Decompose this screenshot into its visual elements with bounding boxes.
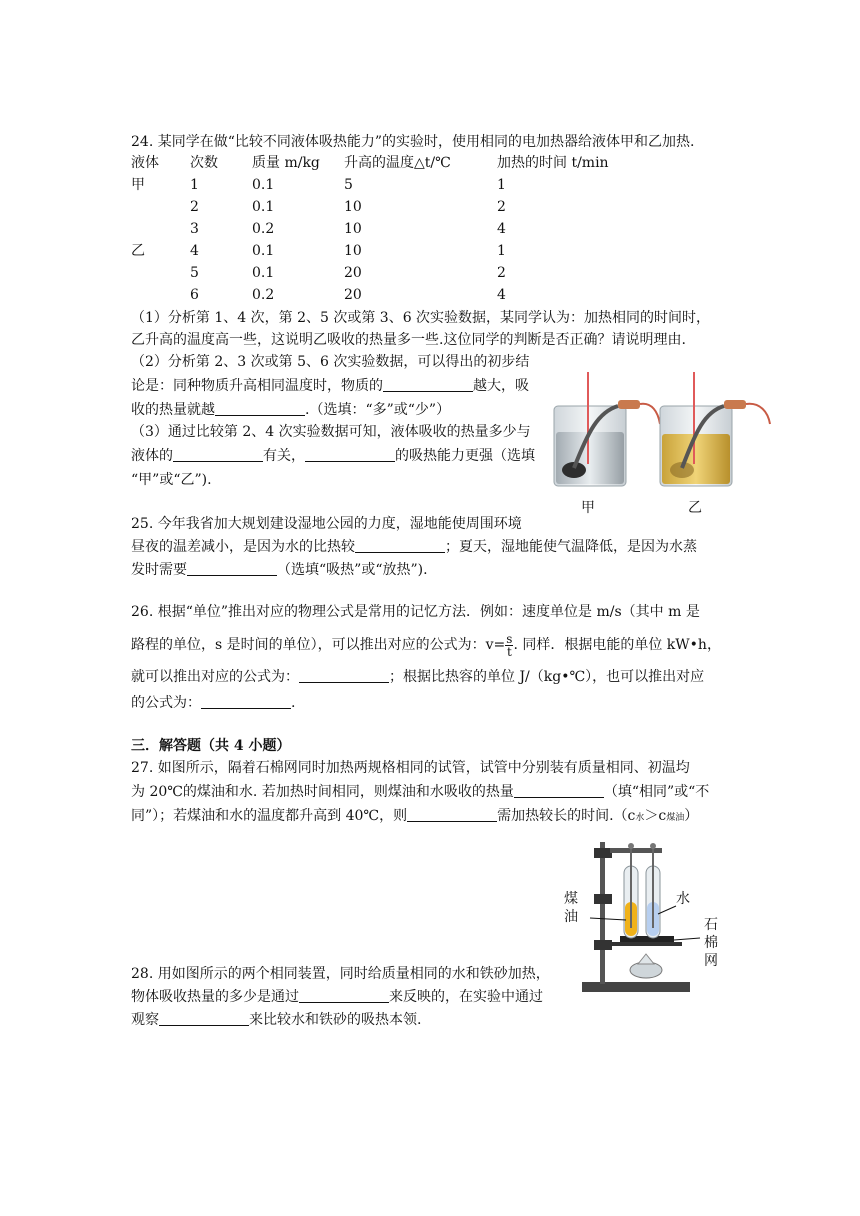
answer-blank[interactable]: [173, 447, 263, 462]
answer-blank[interactable]: [383, 377, 473, 392]
text: 来比较水和铁砂的吸热本领.: [249, 1012, 422, 1028]
table-header-temp-rise: 升高的温度△t/℃: [344, 155, 451, 171]
table-cell: 0.1: [252, 177, 275, 193]
text: ＞c: [644, 808, 667, 824]
answer-blank[interactable]: [215, 401, 305, 416]
table-cell: 1: [190, 177, 199, 193]
q26-line4: [131, 693, 295, 713]
text: 来反映的，在实验中通过: [389, 989, 543, 1005]
text: .: [291, 695, 296, 711]
table-cell: 0.1: [252, 265, 275, 281]
table-header-trial: 次数: [190, 155, 218, 171]
table-cell: 0.2: [252, 287, 275, 303]
figure-label-jia: 甲: [581, 500, 595, 516]
q24-intro: 24. 某同学在做“比较不同液体吸热能力”的实验时，使用相同的电加热器给液体甲和乙加热.: [131, 134, 695, 150]
table-cell: 0.2: [252, 221, 275, 237]
table-cell: 甲: [131, 177, 145, 193]
section-3-title: 三．解答题（共 4 小题）: [131, 738, 291, 754]
subscript-water: 水: [635, 813, 645, 823]
text: 同”）；若煤油和水的温度都升高到 40℃，则: [131, 808, 408, 824]
figure-label-asbestos-net: 石 棉 网: [704, 917, 718, 969]
q24-p3-line2: [131, 446, 535, 466]
text: 的公式为：: [131, 695, 201, 711]
q26-line2: [131, 630, 721, 660]
text: 就可以推出对应的公式为：: [131, 669, 299, 685]
q28-line3: [131, 1010, 421, 1030]
text: 为 20℃的煤油和水. 若加热时间相同，则煤油和水吸收的热量: [131, 784, 514, 800]
q24-p1-line1: （1）分析第 1、4 次，第 2、5 次或第 3、6 次实验数据，某同学认为：加热相同的时间时，: [131, 310, 711, 326]
q27-line2: [131, 782, 709, 802]
text: 观察: [131, 1012, 159, 1028]
beakers-figure: [548, 372, 776, 520]
table-cell: 20: [344, 265, 362, 281]
text: 需加热较长的时间.（c: [497, 808, 636, 824]
q25-line3: [131, 560, 428, 580]
table-cell: 4: [497, 221, 506, 237]
q25-line2: [131, 537, 697, 557]
text: （选填“吸热”或“放热”).: [277, 562, 428, 578]
q27-line1: 27. 如图所示，隔着石棉网同时加热两规格相同的试管，试管中分别装有质量相同、初温均: [131, 760, 690, 776]
answer-blank[interactable]: [299, 668, 389, 683]
answer-blank[interactable]: [187, 561, 277, 576]
text: 物体吸收热量的多少是通过: [131, 989, 299, 1005]
text: 液体的: [131, 448, 173, 464]
text: 昼夜的温差减小，是因为水的比热较: [131, 539, 355, 555]
table-cell: 0.1: [252, 199, 275, 215]
figure-label-yi: 乙: [688, 500, 702, 516]
q24-p3-line3: “甲”或“乙”).: [131, 472, 212, 488]
table-cell: 4: [190, 243, 199, 259]
table-cell: 5: [344, 177, 353, 193]
table-cell: 3: [190, 221, 199, 237]
text: .（选填：“多”或“少”）: [305, 402, 451, 418]
table-cell: 6: [190, 287, 199, 303]
table-header-heating-time: 加热的时间 t/min: [497, 155, 609, 171]
table-cell: 2: [497, 199, 506, 215]
text: ）: [684, 808, 699, 824]
table-cell: 5: [190, 265, 199, 281]
q28-line1: 28. 用如图所示的两个相同装置，同时给质量相同的水和铁砂加热，: [131, 966, 550, 982]
q26-line3: [131, 667, 704, 687]
fraction-denominator: t: [506, 644, 512, 659]
table-cell: 10: [344, 243, 362, 259]
text: 论是：同种物质升高相同温度时，物质的: [131, 378, 383, 394]
table-cell: 1: [497, 243, 506, 259]
figure-label-water: 水: [676, 891, 690, 907]
q24-p2-line2: [131, 376, 529, 396]
answer-blank[interactable]: [201, 694, 291, 709]
answer-blank[interactable]: [299, 988, 389, 1003]
table-cell: 10: [344, 221, 362, 237]
text: . 同样．根据电能的单位 kW•h，: [513, 637, 721, 653]
text: （填“相同”或“不: [603, 784, 710, 800]
answer-blank[interactable]: [305, 447, 395, 462]
q28-line2: [131, 987, 543, 1007]
answer-blank[interactable]: [514, 783, 604, 798]
q24-p1-line2: 乙升高的温度高一些，这说明乙吸收的热量多一些.这位同学的判断是否正确？请说明理由.: [131, 332, 686, 348]
table-cell: 20: [344, 287, 362, 303]
text: 发时需要: [131, 562, 187, 578]
q24-p2-line3: [131, 400, 450, 420]
table-cell: 10: [344, 199, 362, 215]
table-cell: 2: [190, 199, 199, 215]
subscript-kerosene: 煤油: [666, 813, 685, 823]
text: 收的热量就越: [131, 402, 215, 418]
table-cell: 0.1: [252, 243, 275, 259]
fraction-numerator: s: [506, 631, 513, 646]
table-cell: 1: [497, 177, 506, 193]
q27-line3: [131, 806, 698, 828]
text: 越大，吸: [473, 378, 529, 394]
answer-blank[interactable]: [407, 807, 497, 822]
table-cell: 4: [497, 287, 506, 303]
text: ；夏天，湿地能使气温降低，是因为水蒸: [445, 539, 697, 555]
text: 的吸热能力更强（选填: [395, 448, 535, 464]
q25-line1: 25. 今年我省加大规划建设湿地公园的力度，湿地能使周围环境: [131, 516, 522, 532]
answer-blank[interactable]: [159, 1011, 249, 1026]
q24-p3-line1: （3）通过比较第 2、4 次实验数据可知，液体吸收的热量多少与: [131, 424, 531, 440]
q24-p2-line1: （2）分析第 2、3 次或第 5、6 次实验数据，可以得出的初步结: [131, 354, 530, 370]
table-header-mass: 质量 m/kg: [252, 155, 320, 171]
text: 路程的单位，s 是时间的单位），可以推出对应的公式为：v=: [131, 637, 506, 653]
figure-label-kerosene: 煤 油: [564, 891, 578, 925]
table-cell: 乙: [131, 243, 145, 259]
q26-line1: 26. 根据“单位”推出对应的物理公式是常用的记忆方法．例如：速度单位是 m/s（其中 m 是: [131, 604, 700, 620]
text: 有关，: [263, 448, 305, 464]
table-cell: 2: [497, 265, 506, 281]
answer-blank[interactable]: [355, 538, 445, 553]
table-header-liquid: 液体: [131, 155, 159, 171]
text: ；根据比热容的单位 J/（kg•℃），也可以推出对应: [389, 669, 705, 685]
